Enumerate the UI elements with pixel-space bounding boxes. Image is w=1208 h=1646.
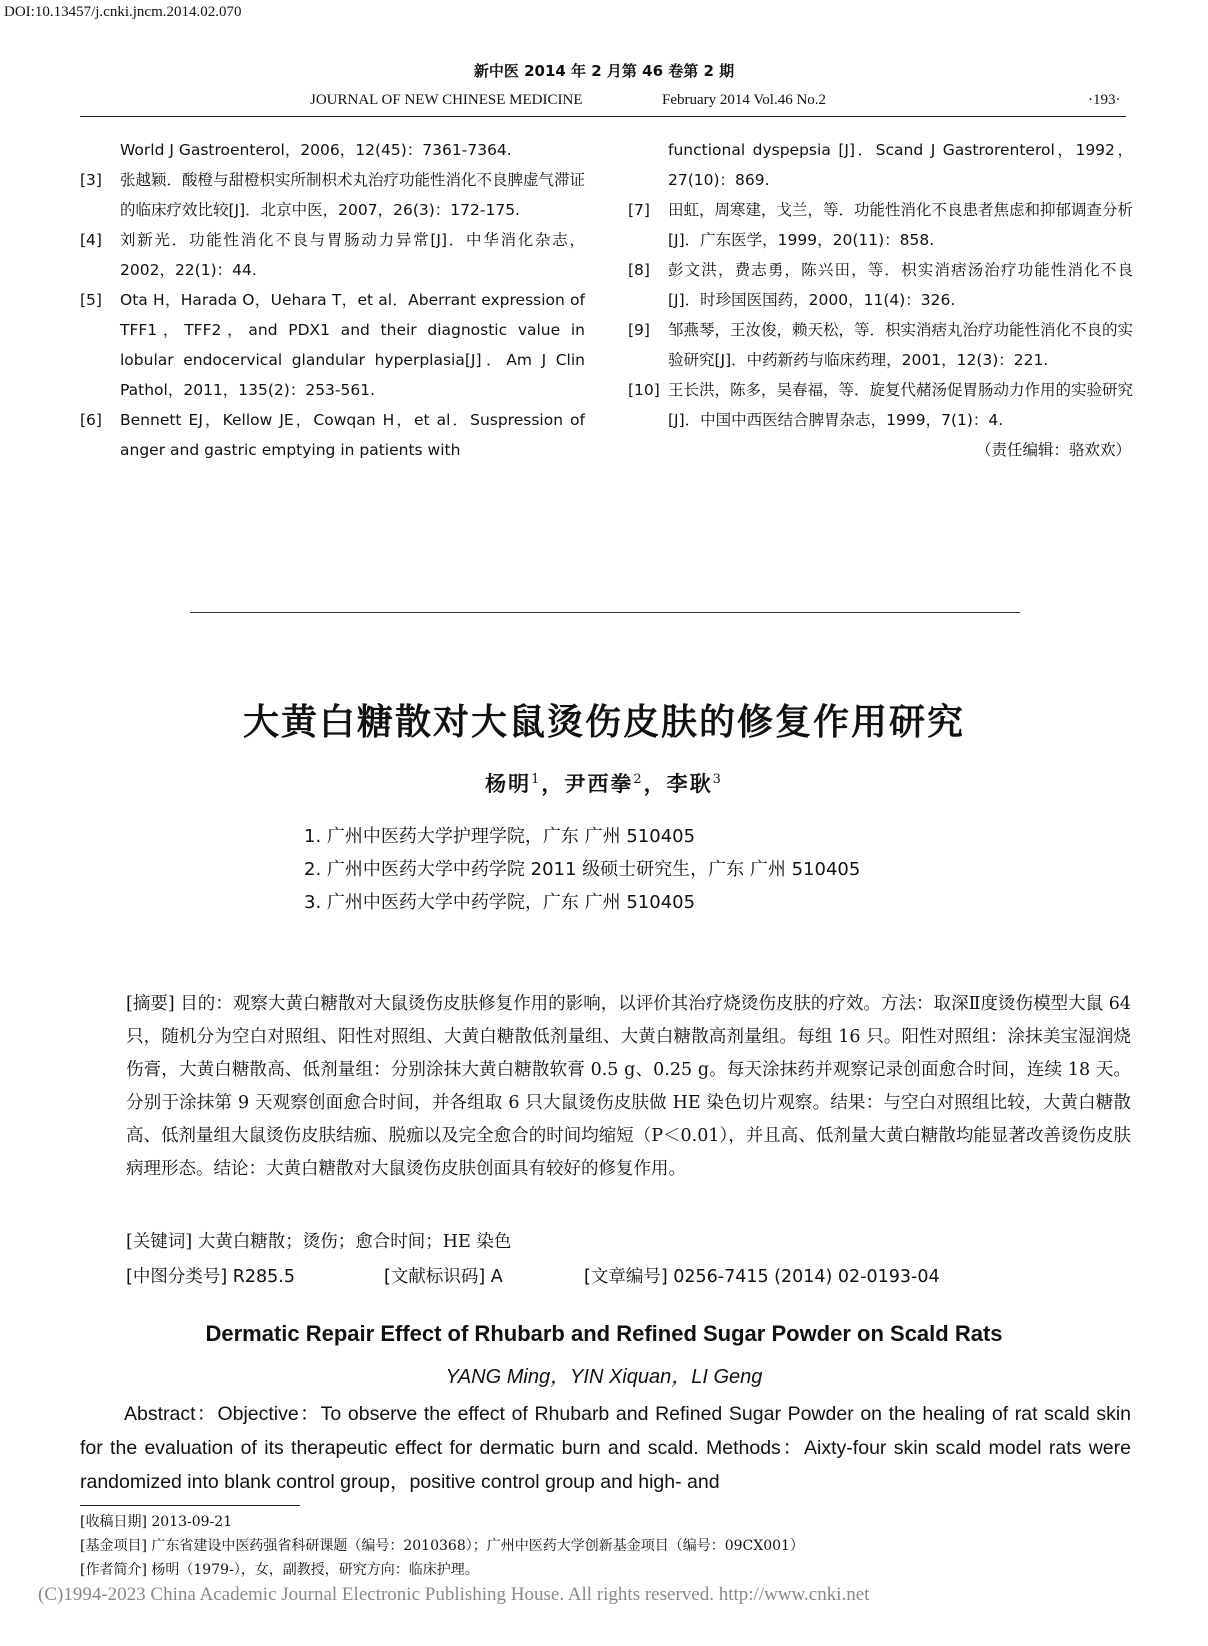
abstract-cn: [摘要] 目的：观察大黄白糖散对大鼠烫伤皮肤修复作用的影响，以评价其治疗烧烫伤皮肤的疗效。方法：取深Ⅱ度烫伤模型大鼠 64 只，随机分为空白对照组、阳性对照组、大黄白糖散低剂量组、大黄白糖散高剂量组。每组 16 只。阳性对照组：涂抹美宝湿润烧伤膏，大黄白糖散高、低剂量组：分别涂抹大黄白糖散软膏 0.5 g、0.25 g。每天涂抹药并观察记录创面愈合时间，连续 18 天。分别于涂抹第 9 天观察创面愈合时间，并各组取 6 只大鼠烫伤皮肤做 HE 染色切片观察。结果：与空白对照组比较，大黄白糖散高、低剂量组大鼠烫伤皮肤结痂、脱痂以及完全愈合的时间均缩短（P＜0.01），并且高、低剂量大黄白糖散均能显著改善烫伤皮肤病理形态。结论：大黄白糖散对大鼠烫伤皮肤创面具有较好的修复作用。: [126, 994, 1131, 1179]
abstract-en: Abstract：Objective：To observe the effect of Rhubarb and Refined Sugar Powder on the healing of rat scald skin for the evaluation of its therapeutic effect for dermatic burn and scald. Methods：Aixty-four skin scald model rats were randomized into blank control group，positive control group and high- and: [80, 1403, 1131, 1493]
references-right-column: [628, 135, 1133, 465]
reference-item: [10] 王长洪，陈多，吴春福，等．旋复代赭汤促胃肠动力作用的实验研究[J]．中国中西医结合脾胃杂志，1999，7(1)：4.: [628, 381, 1134, 429]
reference-item: [6] Bennett EJ，Kellow JE，Cowqan H，et al．Suspression of anger and gastric emptying in patients with: [80, 411, 585, 459]
author-name: 尹西拳: [564, 771, 634, 796]
reference-item: [3] 张越颖．酸橙与甜橙枳实所制枳术丸治疗功能性消化不良脾虚气滞证的临床疗效比较[J]．北京中医，2007，26(3)：172-175.: [80, 171, 586, 219]
journal-header-cn: 新中医 2014 年 2 月第 46 卷第 2 期: [473, 62, 735, 80]
affiliation: 3. 广州中医药大学中药学院，广东 广州 510405: [304, 892, 696, 913]
journal-name-en: JOURNAL OF NEW CHINESE MEDICINE: [310, 92, 583, 108]
keywords: [关键词] 大黄白糖散；烫伤；愈合时间；HE 染色: [126, 1232, 512, 1252]
footnote-rule: [80, 1505, 300, 1506]
affiliation: 2. 广州中医药大学中药学院 2011 级硕士研究生，广东 广州 510405: [304, 859, 861, 880]
author-sup: 3: [712, 772, 723, 787]
reference-item: functional dyspepsia [J]．Scand J Gastrorenterol，1992，27(10)：869.: [668, 141, 1133, 189]
reference-item: World J Gastroenterol，2006，12(45)：7361-7364.: [120, 141, 512, 159]
footnote-received: [收稿日期] 2013-09-21: [80, 1514, 233, 1530]
page-number: ·193·: [1088, 92, 1121, 108]
reference-item: [5] Ota H，Harada O，Uehara T，et al．Aberrant expression of TFF1，TFF2，and PDX1 and their diagnostic value in lobular endocervical glandular hyperplasia[J]．Am J Clin Pathol，2011，135(2)：253-561.: [80, 291, 585, 399]
doi: DOI:10.13457/j.cnki.jncm.2014.02.070: [4, 4, 242, 20]
article-number: [文章编号] 0256-7415 (2014) 02-0193-04: [584, 1267, 940, 1287]
journal-issue-en: February 2014 Vol.46 No.2: [662, 92, 827, 108]
responsible-editor: （责任编辑：骆欢欢）: [975, 441, 1131, 459]
article-title-en: Dermatic Repair Effect of Rhubarb and Refined Sugar Powder on Scald Rats: [205, 1321, 1003, 1346]
article-authors: 杨明$^1$，尹西拳$^2$，李耿$^3$: [485, 771, 723, 796]
reference-item: [7] 田虹，周寒建，戈兰，等．功能性消化不良患者焦虑和抑郁调查分析[J]．广东医学，1999，20(11)：858.: [628, 201, 1134, 249]
affiliation: 1. 广州中医药大学护理学院，广东 广州 510405: [304, 826, 696, 847]
author-sup: 2: [633, 772, 644, 787]
reference-item: [9] 邹燕琴，王汝俊，赖天松，等．枳实消痞丸治疗功能性消化不良的实验研究[J]．中药新药与临床药理，2001，12(3)：221.: [628, 321, 1134, 369]
reference-item: [8] 彭文洪，费志勇，陈兴田，等．枳实消痞汤治疗功能性消化不良[J]．时珍国医国药，2000，11(4)：326.: [628, 261, 1133, 309]
clc-number: [中图分类号] R285.5: [126, 1267, 295, 1287]
copyright-watermark: (C)1994-2023 China Academic Journal Electronic Publishing House. All rights reserved. http://www.cnki.net: [38, 1584, 870, 1605]
journal-header-en: [310, 92, 826, 109]
author-name: 杨明: [485, 771, 532, 796]
reference-item: [4] 刘新光．功能性消化不良与胃肠动力异常[J]．中华消化杂志，2002，22(1)：44.: [80, 231, 585, 279]
author-sup: 1: [531, 772, 542, 787]
article-authors-en: YANG Ming，YIN Xiquan，LI Geng: [445, 1366, 763, 1388]
author-name: 李耿: [666, 771, 713, 796]
references-left-column: [80, 135, 585, 465]
article-title: 大黄白糖散对大鼠烫伤皮肤的修复作用研究: [242, 702, 965, 743]
document-code: [文献标识码] A: [384, 1267, 503, 1287]
classification-row: [126, 1263, 1126, 1288]
footnote-author-bio: [作者简介] 杨明（1979-），女，副教授，研究方向：临床护理。: [80, 1562, 479, 1578]
footnote-fund: [基金项目] 广东省建设中医药强省科研课题（编号：2010368）；广州中医药大学创新基金项目（编号：09CX001）: [80, 1538, 804, 1554]
section-separator: [190, 612, 1020, 613]
header-rule: [80, 116, 1126, 117]
